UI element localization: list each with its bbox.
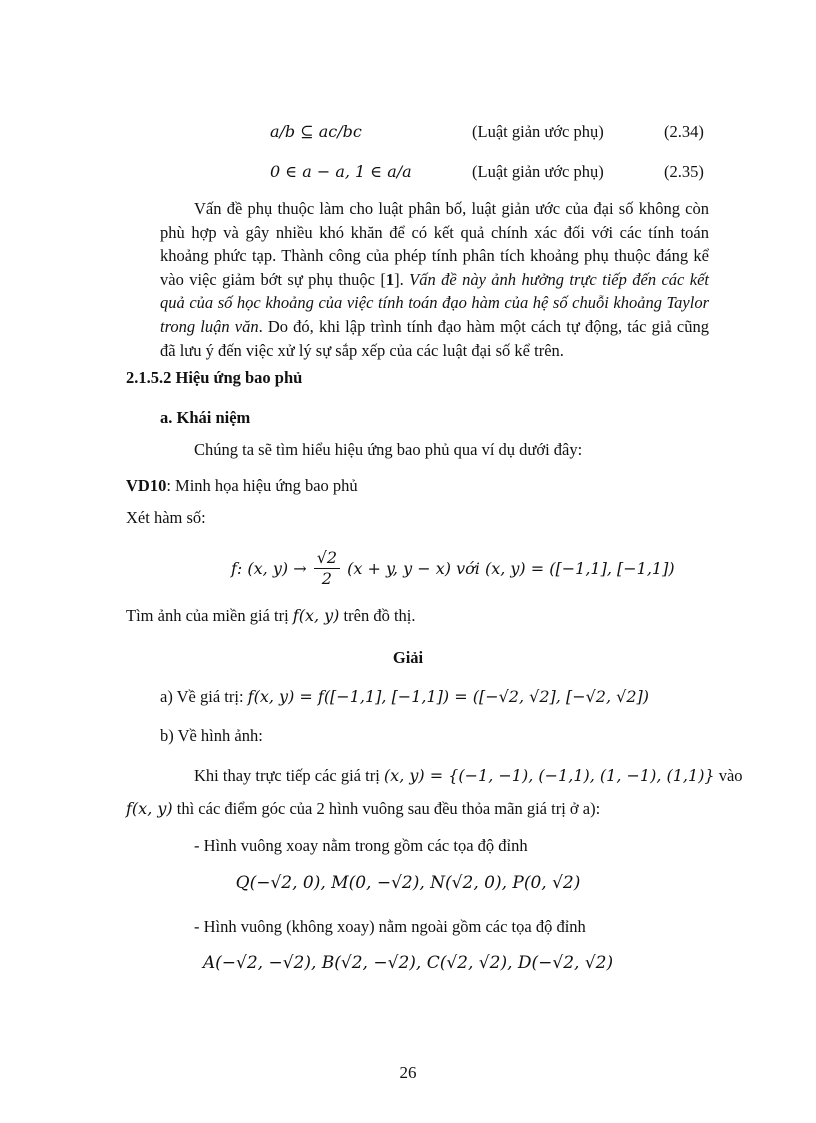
example-line <box>126 474 358 498</box>
subheading: a. Khái niệm <box>160 408 251 427</box>
equation-expression: 0 ∈ a − a, 1 ∈ a/a <box>270 162 412 181</box>
inner-square-text: - Hình vuông xoay nằm trong gồm các tọa độ đỉnh <box>194 836 528 855</box>
part-a-line <box>160 685 649 709</box>
part-a-label: a) Về giá trị: <box>160 687 248 706</box>
part-b-label: b) Về hình ảnh: <box>160 726 263 745</box>
equation-expression: a/b ⊆ ac/bc <box>270 122 362 141</box>
subst2-text: thì các điểm góc của 2 hình vuông sau đều thỏa mãn giá trị ở a): <box>172 799 601 818</box>
equation-number: (2.35) <box>664 162 704 181</box>
outer-square-text: - Hình vuông (không xoay) nằm ngoài gồm các tọa độ đỉnh <box>194 917 586 936</box>
page-number: 26 <box>399 1063 417 1082</box>
sqrt2-over-2-fraction <box>314 548 340 589</box>
subst-text: Khi thay trực tiếp các giá trị <box>194 766 384 785</box>
equation-note: (Luật giản ước phụ) <box>472 162 604 181</box>
body-paragraph <box>160 197 709 362</box>
section-heading: 2.1.5.2 Hiệu ứng bao phủ <box>126 368 303 387</box>
find-text: Tìm ảnh của miền giá trị <box>126 606 293 625</box>
equation-note: (Luật giản ước phụ) <box>472 122 604 141</box>
fraction-denominator: 2 <box>321 569 332 588</box>
intro-text: Chúng ta sẽ tìm hiểu hiệu ứng bao phủ qua ví dụ dưới đây: <box>194 440 583 459</box>
paragraph-text: Vấn đề phụ thuộc làm cho luật phân bố, luật giản ước của đại số không còn phù hợp và gây nhiều khó khăn để có kết quả chính xác đối với các tính toán khoảng phức tạp. Thành công của phép tính phân tích khoảng phụ thuộc đáng kể vào việc giảm bớt sự phụ thuộc [ <box>160 199 709 289</box>
find-math: f(x, y) <box>292 606 340 625</box>
subst-text: vào <box>714 766 743 785</box>
function-lhs: f: (x, y) → <box>231 559 307 578</box>
subst2-math: f(x, y) <box>126 799 173 818</box>
consider-text: Xét hàm số: <box>126 508 206 527</box>
substitution-line-2 <box>126 797 600 821</box>
example-title: : Minh họa hiệu ứng bao phủ <box>166 476 358 495</box>
solution-heading: Giải <box>392 648 424 667</box>
fraction-numerator: √2 <box>314 548 340 569</box>
paragraph-text: ]. <box>394 269 410 289</box>
equation-number: (2.34) <box>664 122 704 141</box>
paragraph-text: . Do đó, khi lập trình tính đạo hàm một cách tự động, tác giả cũng đã lưu ý đến việc xử lý sự sắp xếp của các luật đại số kể trên. <box>160 316 709 360</box>
function-rhs: (x + y, y − x) với (x, y) = ([−1,1], [−1,1]) <box>347 559 675 578</box>
subst-math: (x, y) = {(−1, −1), (−1,1), (1, −1), (1,1)} <box>383 766 715 785</box>
find-text: trên đồ thị. <box>339 606 416 625</box>
citation-ref: 1 <box>385 269 395 289</box>
find-line <box>126 604 416 628</box>
substitution-line <box>194 764 743 788</box>
part-a-math: f(x, y) = f([−1,1], [−1,1]) = ([−√2, √2], [−√2, √2]) <box>247 687 649 706</box>
inner-square-points: Q(−√2, 0), M(0, −√2), N(√2, 0), P(0, √2) <box>235 873 581 893</box>
equation-2-34 <box>0 122 816 146</box>
outer-square-points: A(−√2, −√2), B(√2, −√2), C(√2, √2), D(−√2, √2) <box>202 953 614 973</box>
equation-2-35 <box>0 162 816 186</box>
paragraph-italic-text: Vấn đề này ảnh hưởng trực tiếp đến các kết quả của số học khoảng của việc tính toán đạo hàm của hệ số chuỗi khoảng Taylor trong luận văn <box>160 269 709 336</box>
example-label: VD10 <box>126 476 167 495</box>
function-formula <box>231 548 675 589</box>
